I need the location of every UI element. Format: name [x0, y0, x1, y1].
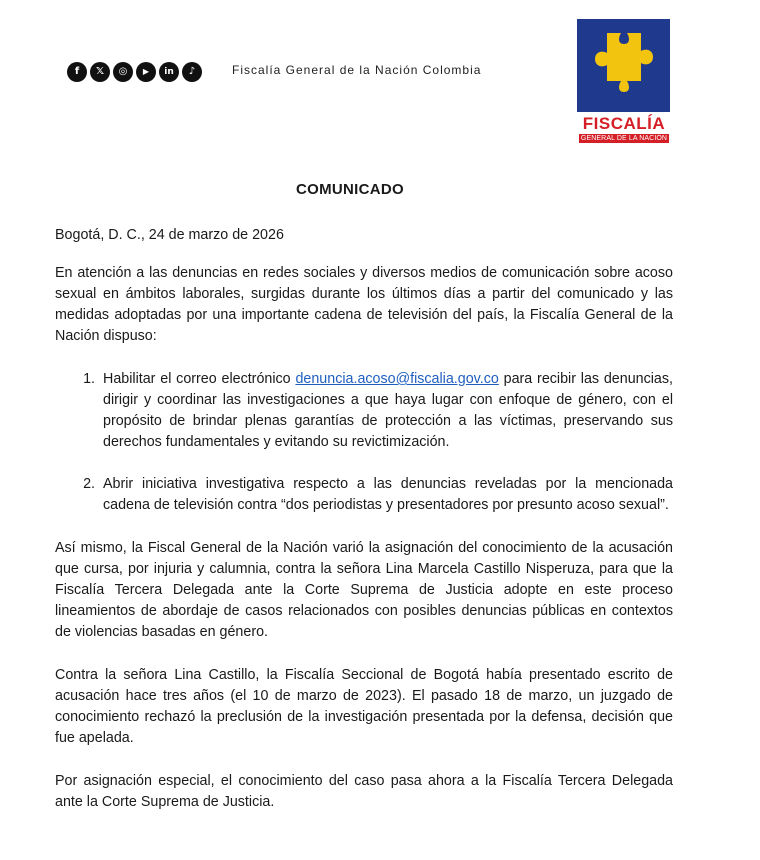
fiscalia-logo — [577, 19, 671, 145]
logo-brand: FISCALÍA — [582, 114, 666, 133]
document-date: Bogotá, D. C., 24 de marzo de 2026 — [55, 227, 284, 243]
list-text-before: Habilitar el correo electrónico — [103, 371, 296, 387]
x-icon[interactable]: 𝕏 — [90, 62, 110, 82]
document-title: COMUNICADO — [296, 181, 404, 198]
logo-subtitle: GENERAL DE LA NACIÓN — [580, 135, 668, 142]
youtube-icon[interactable]: ▶ — [136, 62, 156, 82]
linkedin-icon[interactable]: in — [159, 62, 179, 82]
puzzle-logo-icon — [577, 19, 670, 112]
document-body — [55, 225, 673, 813]
list-text: Abrir iniciativa investigativa respecto a las denuncias reveladas por la mencionada cadena de televisión contra “dos periodistas y presentadores por presunto acoso sexual”. — [103, 476, 673, 513]
email-link[interactable]: denuncia.acoso@fiscalia.gov.co — [295, 371, 499, 387]
list-number: 2. — [83, 476, 95, 492]
facebook-icon[interactable]: f — [67, 62, 87, 82]
list-item — [55, 369, 673, 453]
letterhead — [0, 0, 760, 150]
list-text-after: para recibir las denuncias, dirigir y coordinar las investigaciones a que haya lugar con enfoque de género, con el propósito de brindar plenas garantías de protección a las víctimas, preservando sus derechos fundamentales y evitando su revictimización. — [103, 371, 674, 450]
intro-paragraph: En atención a las denuncias en redes sociales y diversos medios de comunicación sobre acoso sexual en ámbitos laborales, surgidas durante los últimos días a partir del comunicado y las medidas adoptadas por una importante cadena de televisión del país, la Fiscalía General de la Nación dispuso: — [55, 265, 673, 344]
paragraph-background: Contra la señora Lina Castillo, la Fiscalía Seccional de Bogotá había presentado escrito de acusación hace tres años (el 10 de marzo de 2023). El pasado 18 de marzo, un juzgado de conocimiento rechazó la preclusión de la investigación presentada por la defensa, decisión que fue apelada. — [55, 667, 673, 746]
org-name: Fiscalía General de la Nación Colombia — [232, 63, 482, 77]
list-item — [55, 474, 673, 516]
list-number: 1. — [83, 371, 95, 387]
measures-list — [55, 369, 673, 516]
social-icons — [67, 62, 202, 82]
tiktok-icon[interactable]: ♪ — [182, 62, 202, 82]
paragraph-reassignment: Así mismo, la Fiscal General de la Nación varió la asignación del conocimiento de la acusación que cursa, por injuria y calumnia, contra la señora Lina Marcela Castillo Nisperuza, para que la Fiscalía Tercera Delegada ante la Corte Suprema de Justicia adopte en este proceso lineamientos de abordaje de casos relacionados con posibles denuncias públicas en contextos de violencias basadas en género. — [55, 540, 673, 640]
paragraph-closing: Por asignación especial, el conocimiento del caso pasa ahora a la Fiscalía Tercera Delegada ante la Corte Suprema de Justicia. — [55, 773, 673, 810]
list-text — [103, 369, 673, 453]
instagram-icon[interactable]: ◎ — [113, 62, 133, 82]
